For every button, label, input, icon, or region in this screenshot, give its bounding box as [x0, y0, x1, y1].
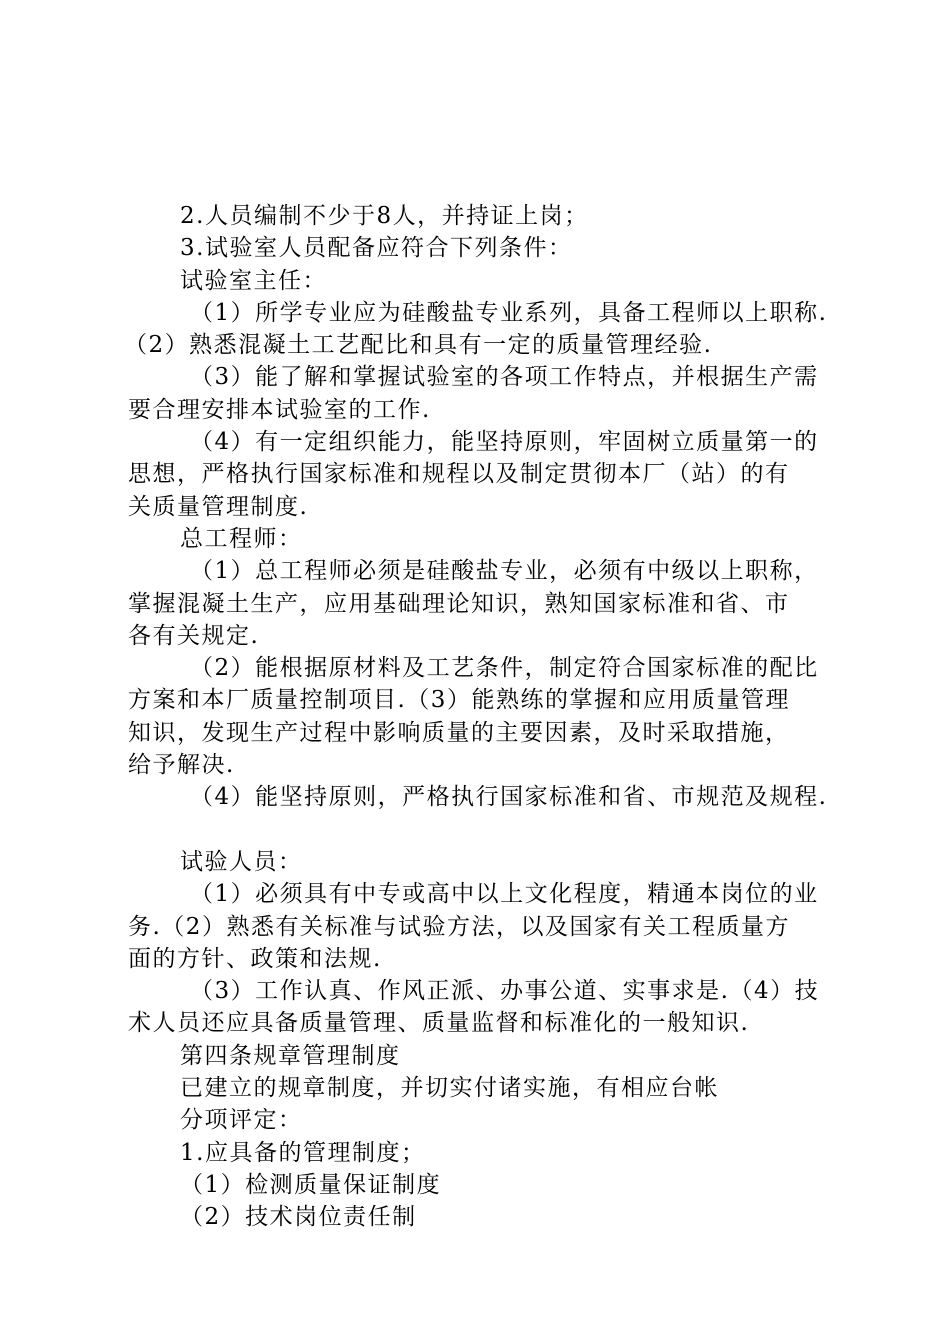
text-line: 思想，严格执行国家标准和规程以及制定贯彻本厂（站）的有 — [128, 461, 790, 488]
text-line: 务.（2）熟悉有关标准与试验方法，以及国家有关工程质量方 — [128, 913, 790, 940]
text-line: 已建立的规章制度，并切实付诸实施，有相应台帐 — [180, 1075, 719, 1102]
text-line: （3）能了解和掌握试验室的各项工作特点，并根据生产需 — [190, 364, 819, 391]
text-line: 要合理安排本试验室的工作. — [128, 396, 431, 423]
text-line: （4）有一定组织能力，能坚持原则，牢固树立质量第一的 — [190, 429, 819, 456]
text-line: （2）熟悉混凝土工艺配比和具有一定的质量管理经验. — [124, 332, 713, 359]
text-line: 分项评定： — [180, 1107, 303, 1134]
text-line: 各有关规定. — [128, 622, 260, 649]
text-line: （1）检测质量保证制度 — [180, 1171, 442, 1198]
text-line: （1）必须具有中专或高中以上文化程度，精通本岗位的业 — [190, 881, 819, 908]
text-line: 掌握混凝土生产，应用基础理论知识，熟知国家标准和省、市 — [128, 590, 790, 617]
text-line: 试验室主任： — [180, 267, 327, 294]
text-line: 2.人员编制不少于8人，并持证上岗； — [180, 203, 589, 229]
text-line: 试验人员： — [180, 848, 303, 875]
text-line: （2）能根据原材料及工艺条件，制定符合国家标准的配比 — [190, 655, 819, 682]
text-line: （1）总工程师必须是硅酸盐专业，必须有中级以上职称， — [190, 558, 819, 585]
text-line: 面的方针、政策和法规. — [128, 945, 382, 972]
text-line: 术人员还应具备质量管理、质量监督和标准化的一般知识. — [128, 1010, 750, 1037]
text-line: 给予解决. — [128, 752, 235, 779]
text-line: （1）所学专业应为硅酸盐专业系列，具备工程师以上职称. — [190, 299, 828, 326]
text-line: （2）技术岗位责任制 — [180, 1204, 417, 1231]
text-line: 1.应具备的管理制度； — [180, 1139, 426, 1166]
text-line: 知识，发现生产过程中影响质量的主要因素，及时采取措施， — [128, 719, 790, 746]
text-line: 方案和本厂质量控制项目.（3）能熟练的掌握和应用质量管理 — [128, 687, 790, 714]
document-page — [124, 200, 832, 1234]
text-line: 3.试验室人员配备应符合下列条件： — [180, 235, 573, 262]
text-line: 第四条规章管理制度 — [180, 1042, 401, 1069]
text-line: （3）工作认真、作风正派、办事公道、实事求是.（4）技 — [190, 978, 820, 1005]
text-line: 关质量管理制度. — [128, 493, 309, 520]
blank-line — [128, 814, 832, 846]
text-line: 总工程师： — [180, 525, 303, 552]
text-line: （4）能坚持原则，严格执行国家标准和省、市规范及规程. — [190, 784, 828, 811]
